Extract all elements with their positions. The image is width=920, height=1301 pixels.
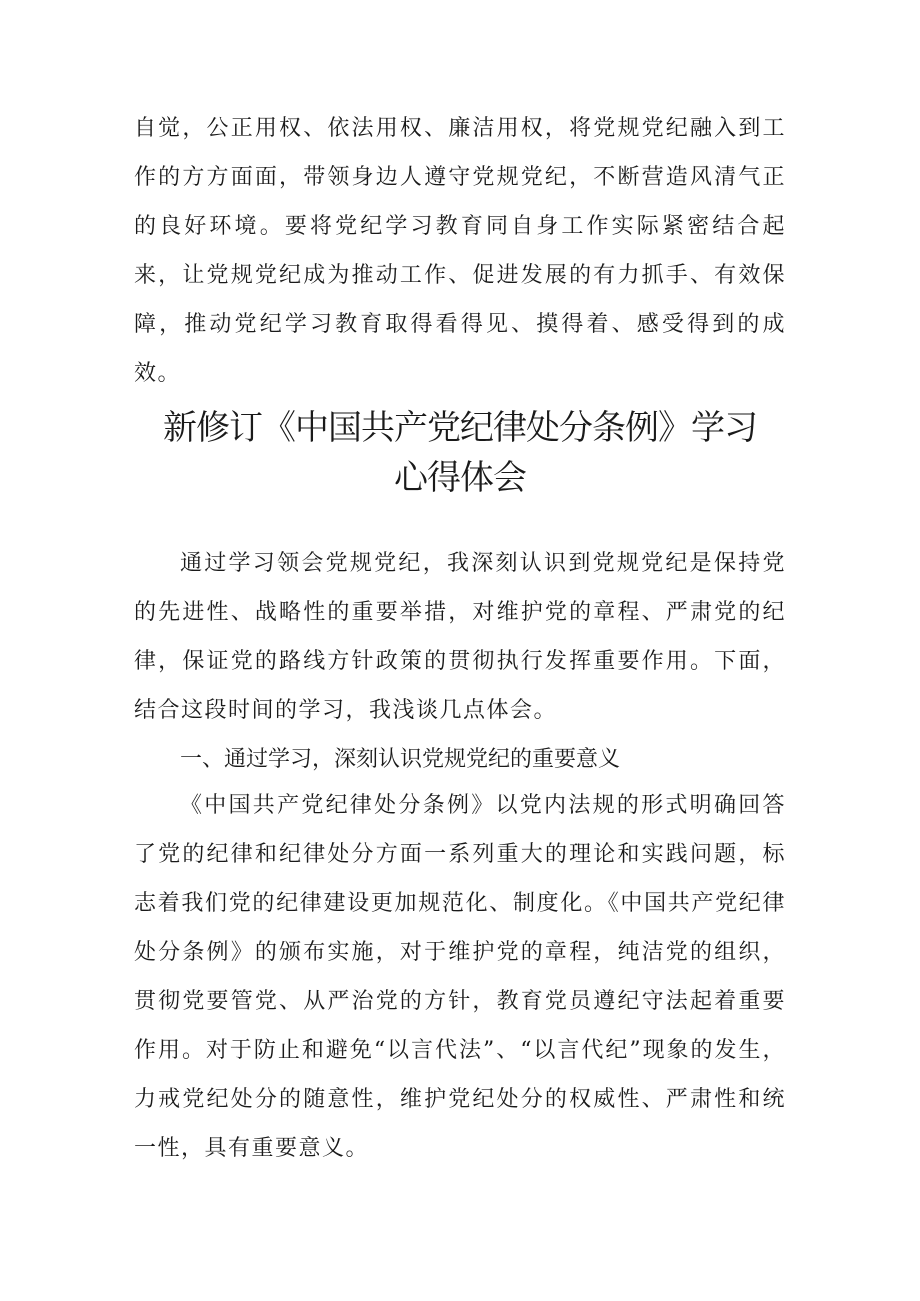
document-title [100, 403, 820, 503]
section-1-body: 《中国共产党纪律处分条例》以党内法规的形式明确回答了党的纪律和纪律处分方面一系列重大的理论和实践问题，标志着我们党的纪律建设更加规范化、制度化。《中国共产党纪律处分条例》的颁布实施，对于维护党的章程，纯洁党的组织，贯彻党要管党、从严治党的方针，教育党员遵纪守法起着重要作用。对于防止和避免“以言代法”、“以言代纪”现象的发生，力戒党纪处分的随意性，维护党纪处分的权威性、严肃性和统一性，具有重要意义。 [134, 793, 786, 1161]
intro-paragraph: 自觉，公正用权、依法用权、廉洁用权，将党规党纪融入到工作的方方面面，带领身边人遵守党规党纪，不断营造风清气正的良好环境。要将党纪学习教育同自身工作实际紧密结合起来，让党规党纪成为推动工作、促进发展的有力抓手、有效保障，推动党纪学习教育取得看得见、摸得着、感受得到的成效。 [134, 116, 786, 386]
lead-paragraph: 通过学习领会党规党纪，我深刻认识到党规党纪是保持党的先进性、战略性的重要举措，对维护党的章程、严肃党的纪律，保证党的路线方针政策的贯彻执行发挥重要作用。下面，结合这段时间的学习，我浅谈几点体会。 [134, 551, 786, 723]
title-line-1: 新修订《中国共产党纪律处分条例》学习 [163, 408, 757, 448]
section-1-heading: 一、通过学习，深刻认识党规党纪的重要意义 [180, 747, 621, 772]
title-line-2: 心得体会 [394, 458, 526, 498]
